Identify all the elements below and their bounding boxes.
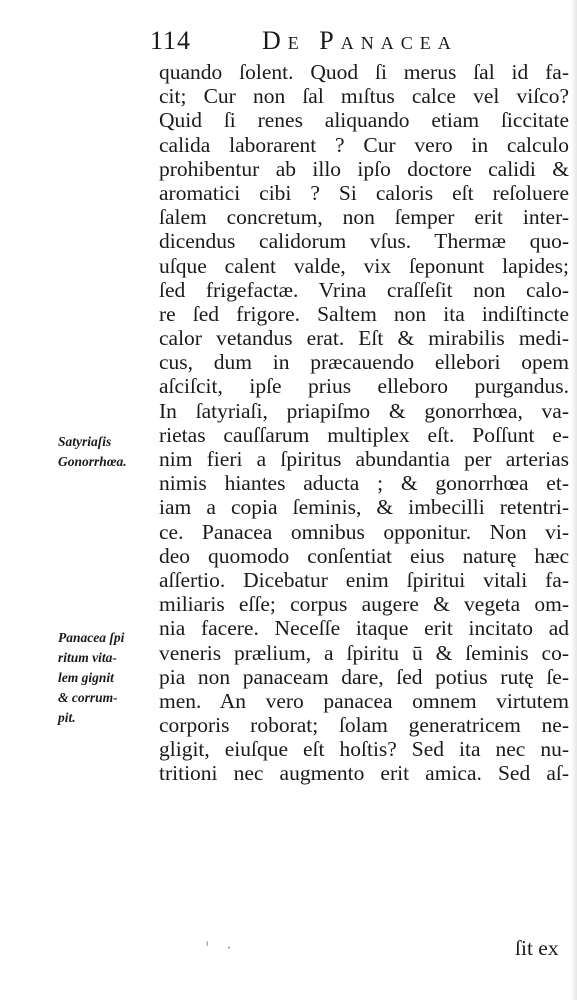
text-line: gligit, eiuſque eſt hoſtis? Sed ita nec nu- bbox=[159, 737, 569, 762]
ink-specks: ' · bbox=[205, 938, 238, 957]
text-line: aromatici cibi ? Si caloris eſt reſoluere bbox=[159, 180, 569, 205]
text-line: In ſatyriaſi, priapiſmo & gonorrhœa, va- bbox=[159, 398, 569, 423]
text-line: nia facere. Neceſſe itaque erit incitato ad bbox=[159, 616, 569, 641]
margin-note-line: lem gignit bbox=[58, 670, 114, 685]
text-line: corporis roborat; ſolam generatricem ne- bbox=[159, 713, 569, 738]
text-line: calida laborarent ? Cur vero in calculo bbox=[159, 132, 569, 157]
text-line: uſque calent valde, vix ſeponunt lapides; bbox=[159, 253, 569, 278]
margin-note-panacea bbox=[58, 628, 124, 728]
text-line: aſſertio. Dicebatur enim ſpiritui vitali fa- bbox=[159, 567, 569, 592]
catchword: ſit ex bbox=[515, 936, 559, 960]
text-line: rietas cauſſarum multiplex eſt. Poſſunt e- bbox=[159, 422, 569, 447]
body-text bbox=[159, 60, 569, 786]
text-line: re ſed frigore. Saltem non ita indiſtincte bbox=[159, 301, 569, 326]
margin-note-line: Panacea ſpi bbox=[58, 630, 125, 645]
margin-note-line: Satyriaſis bbox=[58, 434, 112, 449]
page-edge-shadow bbox=[571, 0, 577, 1000]
margin-note-line: ritum vita- bbox=[58, 650, 117, 665]
text-line: deo quomodo conſentiat eius naturę hæc bbox=[159, 543, 569, 568]
text-line: quando ſolent. Quod ſi merus ſal id fa- bbox=[159, 60, 569, 84]
text-line: ſalem concretum, non ſemper erit inter- bbox=[159, 205, 569, 230]
text-line: iam a copia ſeminis, & imbecilli retentri- bbox=[159, 495, 569, 520]
margin-note-line: pit. bbox=[58, 710, 76, 725]
text-line: calor vetandus erat. Eſt & mirabilis medi- bbox=[159, 326, 569, 351]
text-line: nimis hiantes aducta ; & gonorrhœa et- bbox=[159, 471, 569, 496]
running-title: De Panacea bbox=[262, 26, 458, 55]
text-line: cit; Cur non ſal mıſtus calce vel viſco? bbox=[159, 84, 569, 109]
text-line: cus, dum in præcauendo ellebori opem bbox=[159, 350, 569, 375]
text-line: Quid ſi renes aliquando etiam ſiccitate bbox=[159, 108, 569, 133]
margin-note-satyriasis bbox=[58, 432, 127, 472]
page-number: 114 bbox=[150, 26, 192, 55]
text-line: veneris prælium, a ſpiritu ū & ſeminis co- bbox=[159, 640, 569, 665]
text-line: ce. Panacea omnibus opponitur. Non vi- bbox=[159, 519, 569, 544]
text-line: men. An vero panacea omnem virtutem bbox=[159, 688, 569, 713]
text-line: ſed frigefactæ. Vrina craſſeſit non calo- bbox=[159, 277, 569, 302]
text-line: dicendus calidorum vſus. Thermæ quo- bbox=[159, 229, 569, 254]
text-line: tritioni nec augmento erit amica. Sed aſ- bbox=[159, 761, 569, 786]
text-line: pia non panaceam dare, ſed potius rutę ſe- bbox=[159, 664, 569, 689]
running-head bbox=[150, 26, 480, 60]
text-line: aſciſcit, ipſe prius elleboro purgandus. bbox=[159, 374, 569, 399]
text-line: nim fieri a ſpiritus abundantia per arterias bbox=[159, 447, 569, 471]
margin-note-line: Gonorrhœa. bbox=[58, 454, 127, 469]
margin-note-line: & corrum- bbox=[58, 690, 118, 705]
text-line: miliaris eſſe; corpus augere & vegeta om- bbox=[159, 592, 569, 617]
text-line: prohibentur ab illo ipſo doctore calidi & bbox=[159, 156, 569, 181]
